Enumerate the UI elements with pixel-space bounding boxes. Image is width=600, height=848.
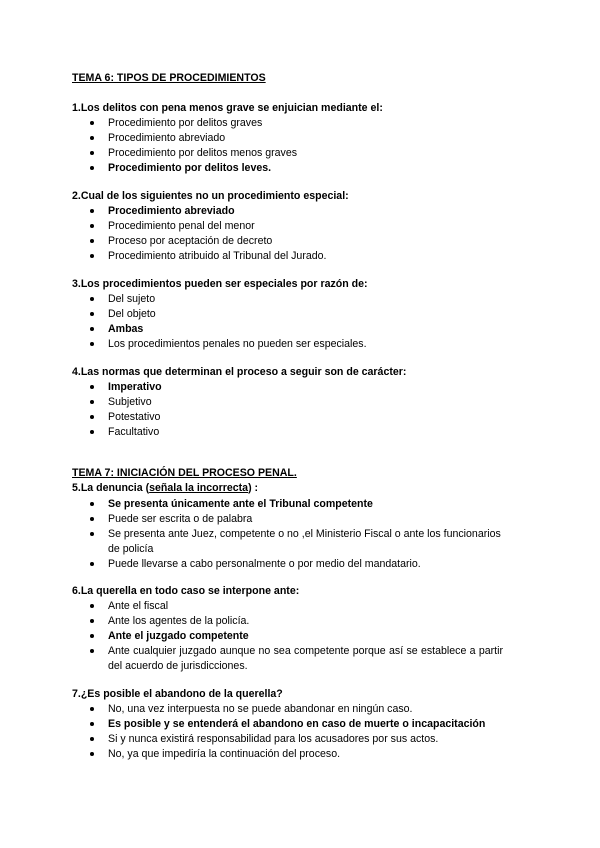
q1-option-a: Procedimiento por delitos graves [108,117,263,129]
bullet [90,619,94,623]
q1-option-c: Procedimiento por delitos menos graves [108,147,298,159]
q1-option-b: Procedimiento abreviado [108,132,226,144]
bullet [90,532,94,536]
q6-option-c-correct: Ante el juzgado competente [108,630,249,642]
bullet [90,166,94,170]
q4-option-a-correct: Imperativo [108,381,162,393]
q3-option-b: Del objeto [108,308,156,320]
bullet [90,400,94,404]
question-2: 2.Cual de los siguientes no un procedimiento especial: [72,190,349,202]
bullet [90,209,94,213]
bullet [90,722,94,726]
bullet [90,121,94,125]
q4-option-b: Subjetivo [108,396,152,408]
bullet [90,502,94,506]
q3-option-a: Del sujeto [108,293,156,305]
bullet [90,151,94,155]
q4-option-c: Potestativo [108,411,161,423]
q2-option-d: Procedimiento atribuido al Tribunal del Jurado. [108,250,327,262]
question-3: 3.Los procedimientos pueden ser especiales por razón de: [72,278,368,290]
bullet [90,239,94,243]
question-7: 7.¿Es posible el abandono de la querella? [72,688,283,700]
bullet [90,707,94,711]
bullet [90,297,94,301]
bullet [90,430,94,434]
bullet [90,224,94,228]
q4-option-d: Facultativo [108,426,160,438]
tema7-title: TEMA 7: INICIACIÓN DEL PROCESO PENAL. [72,467,297,479]
tema6-title: TEMA 6: TIPOS DE PROCEDIMIENTOS [72,72,266,84]
bullet [90,327,94,331]
q5-option-b: Puede ser escrita o de palabra [108,513,253,525]
bullet [90,604,94,608]
bullet [90,562,94,566]
bullet [90,415,94,419]
bullet [90,342,94,346]
bullet [90,737,94,741]
bullet [90,385,94,389]
q2-option-b: Procedimiento penal del menor [108,220,255,232]
q2-option-c: Proceso por aceptación de decreto [108,235,273,247]
bullet [90,752,94,756]
bullet [90,634,94,638]
question-5 [72,481,258,495]
q6-option-d: Ante cualquier juzgado aunque no sea competente porque así se establece a partir del acuerdo de jurisdicciones. [108,645,503,672]
q3-option-c-correct: Ambas [108,323,144,335]
question-5-underlined: señala la incorrecta [149,482,249,494]
q7-option-d: No, ya que impediría la continuación del proceso. [108,748,341,760]
q6-option-b: Ante los agentes de la policía. [108,615,250,627]
q5-option-d: Puede llevarse a cabo personalmente o por medio del mandatario. [108,558,421,570]
bullet [90,517,94,521]
question-5-prefix: 5.La denuncia ( [72,482,150,494]
question-6: 6.La querella en todo caso se interpone ante: [72,585,300,597]
question-1: 1.Los delitos con pena menos grave se enjuician mediante el: [72,102,383,114]
q7-option-c: Si y nunca existirá responsabilidad para los acusadores por sus actos. [108,733,439,745]
q5-option-a-correct: Se presenta únicamente ante el Tribunal competente [108,498,373,510]
bullet [90,312,94,316]
question-4: 4.Las normas que determinan el proceso a seguir son de carácter: [72,366,407,378]
q2-option-a-correct: Procedimiento abreviado [108,205,235,217]
q7-option-a: No, una vez interpuesta no se puede abandonar en ningún caso. [108,703,413,715]
bullet [90,254,94,258]
q1-option-d-correct: Procedimiento por delitos leves. [108,162,272,174]
question-5-suffix: ) : [248,482,259,494]
q5-option-c: Se presenta ante Juez, competente o no ,el Ministerio Fiscal o ante los funcionarios de policía [108,528,501,555]
q3-option-d: Los procedimientos penales no pueden ser especiales. [108,338,367,350]
bullet [90,136,94,140]
q7-option-b-correct: Es posible y se entenderá el abandono en caso de muerte o incapacitación [108,718,486,730]
bullet [90,649,94,653]
q6-option-a: Ante el fiscal [108,600,169,612]
